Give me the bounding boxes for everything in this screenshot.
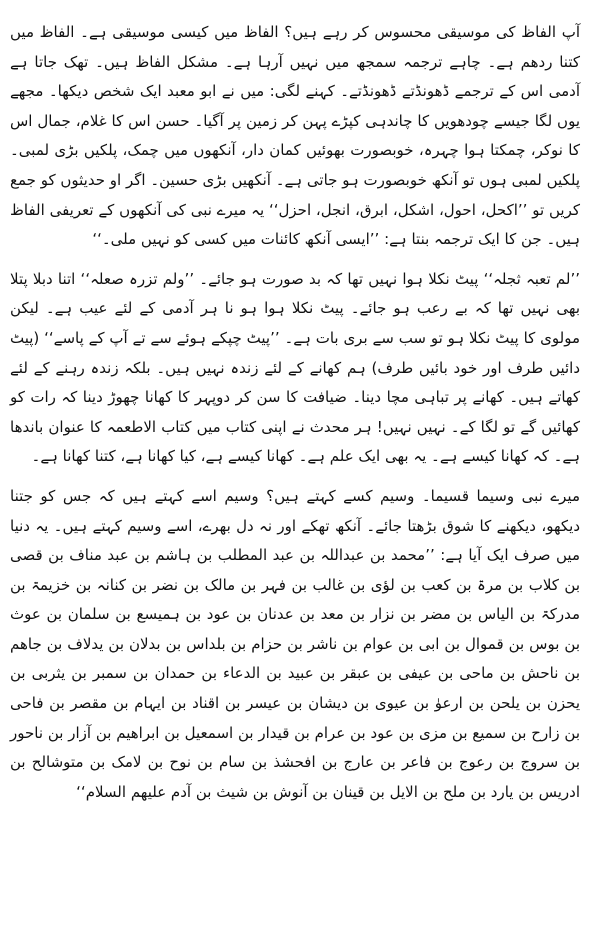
paragraph-gap [10,472,580,482]
paragraph-wasim-lineage: میرے نبی وسیما قسیما۔ وسیم کسے کہتے ہیں؟ وسیم اسے کہتے ہیں کہ جس کو جتنا دیکھو، دیکھنے کا شوق بڑھتا جائے۔ آنکھ تھکے اور نہ دل بھرے، اسے وسیم کہتے ہیں۔ یہ دنیا میں صرف ایک آیا ہے: ’’محمد بن عبداللہ بن عبد المطلب بن ہاشم بن عبد مناف بن قصی بن کلاب بن مرۃ بن کعب بن لؤی بن غالب بن فہر بن مالک بن نضر بن کنانہ بن خزیمۃ بن مدرکۃ بن الیاس بن مضر بن نزار بن معد بن عدنان بن عود بن ہمیسع بن سلمان بن عوث بن بوس بن قموال بن ابی بن عوام بن ناشر بن حزام بن بلداس بن بدلان بن یدلاف بن جاھم بن ناحش بن ماحی بن عیفی بن عبقر بن عبید بن الدعاء بن حمدان بن سمبر بن یثربی بن یحزن بن یلحن بن ارعوٰ بن عیوی بن دیشان بن عیسر بن اقناد بن ایہام بن مقصر بن فاحی بن زارح بن سمیع بن مزی بن عود بن عرام بن قیدار بن اسمعیل بن ابراھیم بن آزار بن ناحور بن سروج بن رعوج بن فاعر بن عارج بن افحشذ بن سام بن نوح بن لامک بن متوشالح بن ادریس بن یارد بن ملح بن الایل بن قینان بن آنوش بن شیث بن آدم علیھم السلام‘‘ [10,486,580,801]
paragraph-belly-and-eating: ’’لم تعبہ ثجلہ‘‘ پیٹ نکلا ہوا نہیں تھا کہ بد صورت ہو جائے۔ ’’ولم تزرہ صعلہ‘‘ اتنا دبلا پتلا بھی نہیں تھا کہ بے رعب ہو جائے۔ پیٹ نکلا ہوا ہو نا ہر آدمی کے لئے عیب ہے۔ لیکن مولوی کا پیٹ نکلا ہو تو سب سے بری بات ہے۔ ’’پیٹ چپکے ہوئے سے تے آپ کے پاسے‘‘ (پیٹ دائیں طرف اور خود بائیں طرف) ہم کھانے کے لئے زندہ نہیں ہیں۔ بلکہ زندہ رہنے کے لئے کھاتے ہیں۔ کھانے پر تباہی مچا دینا۔ ضیافت کا سن کر دوپہر کا کھانا چھوڑ دینا کہ رات کو کھائیں گے تو لگا کے۔ نہیں نہیں! ہر محدث نے اپنی کتاب میں کتاب الاطعمہ کا عنوان باندھا ہے۔ کہ کھانا کیسے ہے۔ یہ بھی ایک علم ہے۔ کھانا کیسے ہے، کیا کھانا ہے، کتنا کھانا ہے۔ [10,269,580,466]
paragraph-eyes-description: آپ الفاظ کی موسیقی محسوس کر رہے ہیں؟ الفاظ میں کیسی موسیقی ہے۔ الفاظ میں کتنا ردھم ہے۔ چاہے ترجمہ سمجھ میں نہیں آرہا ہے۔ مشکل الفاظ ہیں۔ تھک جاتا ہے آدمی اس کے ترجمے ڈھونڈتے ڈھونڈتے۔ کہنے لگی: میں نے ابو معبد ایک شخص دیکھا۔ مجھے یوں لگا جیسے چودھویں کا چاندہی کپڑے پہن کر زمین پر آگیا۔ حسن اس کا غلام، جمال اس کا نوکر، چمکتا ہوا چہرہ، خوبصورت بھوئیں کمان دار، آنکھوں میں چمک، پلکیں بڑی لمبی۔ پلکیں لمبی ہوں تو آنکھ خوبصورت ہو جاتی ہے۔ آنکھیں بڑی حسین۔ اگر او حدیثوں کو جمع کریں تو ’’اکحل، احول، اشکل، ابرق، انجل، احزل‘‘ یہ میرے نبی کی آنکھوں کے تعریفی الفاظ ہیں۔ جن کا ایک ترجمہ بنتا ہے: ’’ایسی آنکھ کائنات میں کسی کو نہیں ملی۔‘‘ [10,23,580,249]
paragraph-gap [10,255,580,265]
